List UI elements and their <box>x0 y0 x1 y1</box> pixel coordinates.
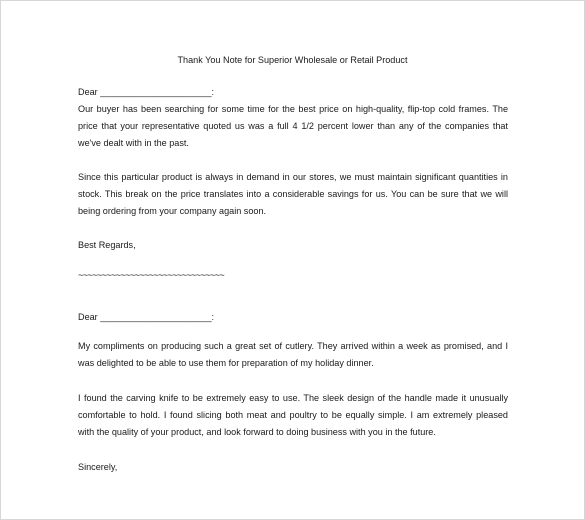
letter2-para1-line2: was delighted to be able to use them for preparation of my holiday dinner. <box>78 358 374 368</box>
salutation-prefix: Dear <box>78 87 101 97</box>
letter1-closing: Best Regards, <box>78 240 136 250</box>
letter1-signature-line: ~~~~~~~~~~~~~~~~~~~~~~~~~~~~~~~ <box>78 270 225 280</box>
salutation-prefix: Dear <box>78 312 101 322</box>
letter1-para1-line1: Our buyer has been searching for some time for the best price on high-quality, flip-top cold frames. The <box>78 104 508 114</box>
letter2-para2-line1: I found the carving knife to be extremely easy to use. The sleek design of the handle made it unusually <box>78 393 508 403</box>
letter1-para2-line2: stock. This break on the price translates into a considerable savings for us. You can be sure that we will <box>78 189 508 199</box>
letter2-para2-line3: with the quality of your product, and look forward to doing business with you in the future. <box>78 427 436 437</box>
salutation-suffix: : <box>211 87 215 97</box>
letter1-para1-line2: price that your representative quoted us was a full 4 1/2 percent lower than any of the companies that <box>78 121 508 131</box>
letter1-para2-line3: being ordering from your company again soon. <box>78 206 267 216</box>
recipient-blank: ______________________ <box>100 312 212 322</box>
letter2-para2-line2: comfortable to hold. I found slicing both meat and poultry to be equally simple. I am extremely pleased <box>78 410 508 420</box>
letter2-salutation <box>78 309 508 326</box>
letter-body <box>78 84 508 476</box>
recipient-blank: ______________________ <box>100 87 212 97</box>
salutation-suffix: : <box>211 312 215 322</box>
letter2-para1-line1: My compliments on producing such a great set of cutlery. They arrived within a week as promised, and I <box>78 341 508 351</box>
letter1-salutation <box>78 84 508 101</box>
letter1-para1-line3: we've dealt with in the past. <box>78 138 189 148</box>
letter1-para2-line1: Since this particular product is always in demand in our stores, we must maintain significant quantities in <box>78 172 508 182</box>
letter2-closing: Sincerely, <box>78 462 118 472</box>
document-title: Thank You Note for Superior Wholesale or Retail Product <box>177 55 408 65</box>
